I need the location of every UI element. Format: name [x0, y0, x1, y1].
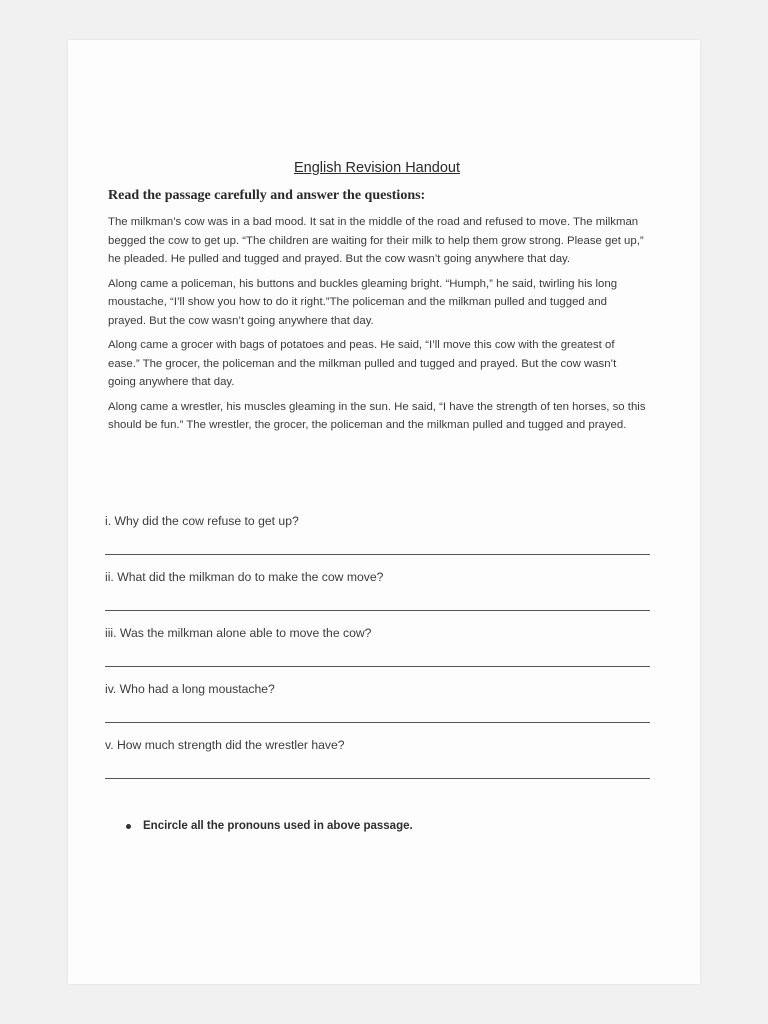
- passage-paragraph-3: Along came a grocer with bags of potatoes and peas. He said, “I’ll move this cow with the greatest of ease.” The grocer, the policeman and the milkman pulled and tugged and prayed. But the cow wasn’t going anywhere that day.: [108, 339, 617, 388]
- answer-line[interactable]: [105, 666, 650, 667]
- handout-title: English Revision Handout: [293, 160, 461, 176]
- bullet-icon: [126, 824, 131, 829]
- task-text: Encircle all the pronouns used in above passage.: [143, 820, 413, 832]
- question-4: [105, 682, 653, 738]
- question-text: v. How much strength did the wrestler have?: [105, 738, 345, 752]
- answer-line[interactable]: [105, 722, 650, 723]
- answer-line[interactable]: [105, 554, 650, 555]
- questions-section: [105, 514, 653, 794]
- instruction-heading: Read the passage carefully and answer the questions:: [108, 188, 426, 203]
- passage-paragraph-1: The milkman’s cow was in a bad mood. It sat in the middle of the road and refused to move. The milkman begged the cow to get up. “The children are waiting for their milk to help them grow strong. Please get up,” he pleaded. He pulled and tugged and prayed. But the cow wasn’t going anywhere that day.: [108, 216, 644, 265]
- pronoun-task: [126, 820, 413, 832]
- question-text: ii. What did the milkman do to make the cow move?: [105, 570, 384, 584]
- worksheet-page: [68, 40, 700, 984]
- question-2: [105, 570, 653, 626]
- passage-paragraph-4: Along came a wrestler, his muscles gleaming in the sun. He said, “I have the strength of ten horses, so this should be fun.” The wrestler, the grocer, the policeman and the milkman pulled and tugged and prayed.: [108, 400, 646, 431]
- answer-line[interactable]: [105, 778, 650, 779]
- question-3: [105, 626, 653, 682]
- question-5: [105, 738, 653, 794]
- question-text: iv. Who had a long moustache?: [105, 682, 275, 696]
- passage-section: [108, 160, 646, 441]
- question-text: i. Why did the cow refuse to get up?: [105, 514, 299, 528]
- question-text: iii. Was the milkman alone able to move the cow?: [105, 626, 372, 640]
- question-1: [105, 514, 653, 570]
- passage-paragraph-2: Along came a policeman, his buttons and buckles gleaming bright. “Humph,” he said, twirling his long moustache, “I’ll show you how to do it right.”The policeman and the milkman pulled and tugged and prayed. But the cow wasn’t going anywhere that day.: [108, 277, 618, 327]
- answer-line[interactable]: [105, 610, 650, 611]
